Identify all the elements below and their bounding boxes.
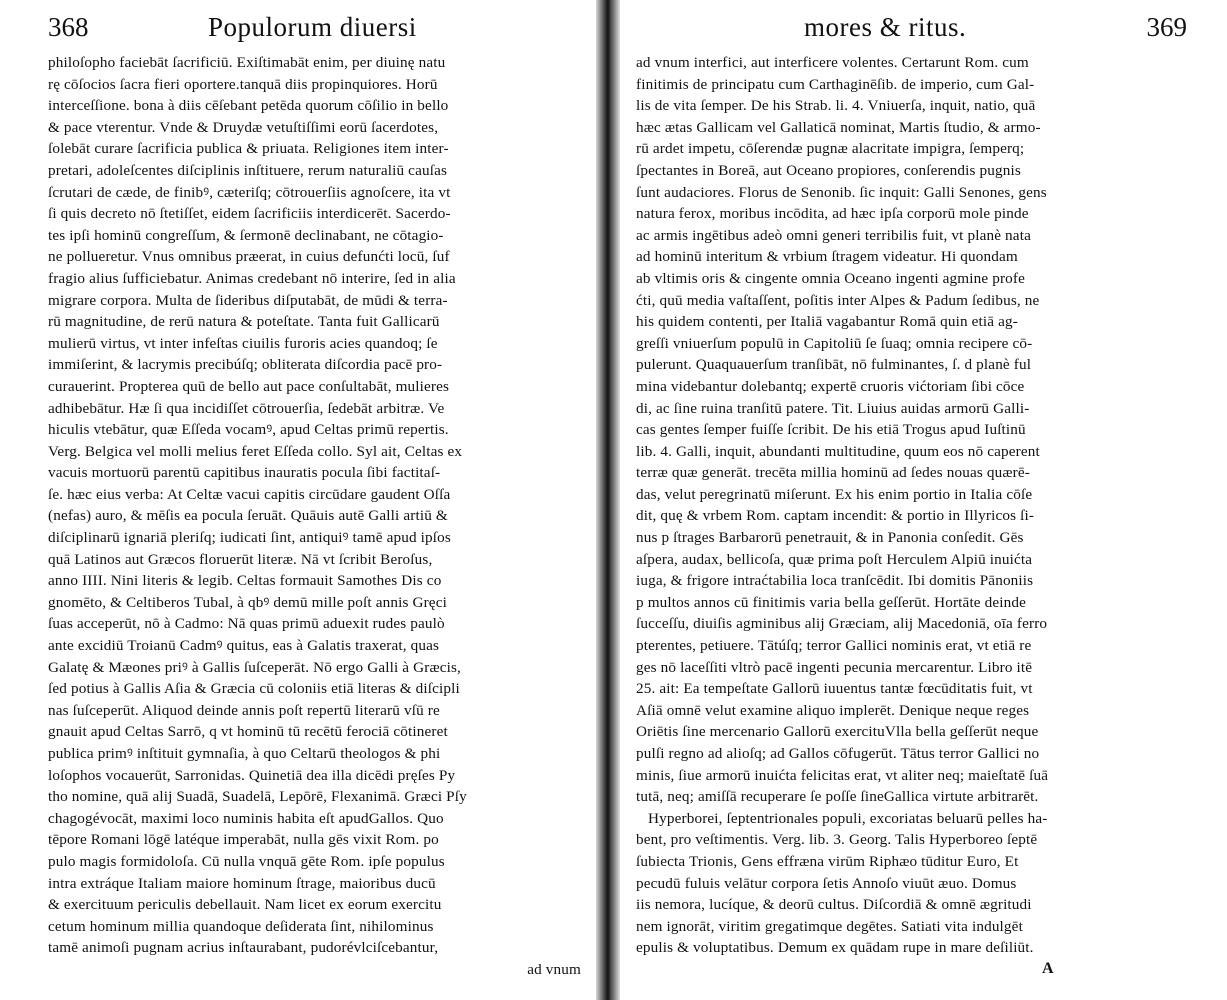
text-line: mulierū virtus, vt inter infeſtas ciuilis furoris acies quandoq; ſe [48,334,438,352]
text-line: das, velut peregrinatū miſerunt. Ex his enim portio in Italia cōſe [636,485,1033,503]
text-line: vacuis mortuorū parentū capitibus inauratis pocula ſibi factitaſ- [48,464,441,482]
text-line: ne pollueretur. Vnus omnibus præerat, in cuius defunćti locū, ſuf [48,248,450,266]
text-line: pterentes, petiuere. Tātúſq; terror Gallici nominis erat, vt etiā re [636,637,1032,655]
right-page [622,0,1227,1000]
text-line: immiſerint, & lacrymis precibúſq; obliterata diſcordia pacē pro- [48,356,443,374]
text-line: ad hominū interitum & vrbium ſtragem videatur. Hi quondam [636,248,1018,266]
text-line: lib. 4. Galli, inquit, abundanti multitudine, quum eos nō caperent [636,442,1040,460]
text-line: interceſſione. bona à diis cēſebant petēda quorum cōſilio in bello [48,97,449,115]
text-line: chagogévocāt, maximi loco numinis habita eſt apudGallos. Quo [48,809,444,827]
text-line: loſophos vocauerūt, Sarronidas. Quinetiā dea illa dicēdi pręſes Py [48,766,456,784]
text-line: terræ quæ generāt. trecēta millia hominū ad ſedes nouas quærē- [636,464,1030,482]
left-page-number: 368 [48,12,89,42]
left-page-body [48,52,581,959]
text-line: intra extráque Italiam maiore hominum ſtrage, maioribus ducū [48,874,436,892]
text-line: epulis & voluptatibus. Demum ex quādam rupe in mare deſiliūt. [636,939,1034,957]
text-line: ſe. hæc eius verba: At Celtæ vacui capitis circūdare gaudent Oſſa [48,485,451,503]
text-line: Galatę & Mæones priꝰ à Gallis ſuſceperāt. Nō ergo Galli à Græcis, [48,658,461,676]
text-line: pulerunt. Quaquauerſum tranſibāt, nō fulminantes, ſ. d planè ful [636,356,1032,374]
text-line: ſi quis decreto nō ſtetiſſet, eidem ſacrificiis interdicerēt. Sacerdo- [48,205,451,223]
text-line: pulo magis formidoloſa. Cū nulla vnquā gēte Rom. ipſe populus [48,852,445,870]
text-line: Oriētis ſine mercenario Gallorū exercituVlla bella geſſerūt neque [636,723,1039,741]
text-line: ſubiecta Trionis, Gens effræna virūm Riphæo tūditur Euro, Et [636,852,1019,870]
text-line: hiculis vtebātur, quæ Eſſeda vocamꝰ, apud Celtas primū repertis. [48,421,449,439]
right-page-header [636,10,1187,52]
text-line: di, ac ſine ruina tranſitū patere. Tit. Liuius auidas armorū Galli- [636,399,1030,417]
text-line: migrare corpora. Multa de ſideribus diſputabāt, de mūdi & terra- [48,291,448,309]
text-line: Hyperborei, ſeptentrionales populi, excoriatas beluarū pelles ha- [648,809,1048,827]
text-line: pecudū fuluis velātur corpora ſetis Annoſo viuūt æuo. Domus [636,874,1017,892]
text-line: philoſopho faciebāt ſacrificiū. Exiſtimabāt enim, per diuinę natu [48,54,446,71]
text-line: quā Latinos aut Græcos floruerūt literæ. Nā vt ſcribit Beroſus, [48,550,433,568]
text-line: ab vltimis oris & cingente omnia Oceano ingenti agmine profe [636,269,1026,287]
text-line: ſuas acceperūt, nō à Cadmo: Nā quas primū aduexit rudes paulò [48,615,445,633]
text-line: ſolebāt curare ſacrificia publica & priuata. Religiones item inter- [48,140,449,158]
right-running-head: mores & ritus. [804,12,967,42]
text-line: gnauit apud Celtas Sarrō, q vt hominū tū recētū ferociā cōtineret [48,723,448,741]
text-line: p multos annos cū finitimis varia bella geſſerūt. Hortāte deinde [636,593,1027,611]
text-line: nas ſuſceperūt. Aliquod deinde annis poſt repertū literarū vſū re [48,701,440,719]
text-line: pretari, adoleſcentes diſciplinis inſtituere, rerum naturaliū cauſas [48,161,448,179]
text-line: diſciplinarū ignariā pleriſq; iudicati ſint, antiquiꝰ tamē apud ipſos [48,529,451,547]
text-line: tutā, neq; amiſſā recuperare ſe poſſe ſineGallica virtute arbitrarēt. [636,788,1039,806]
right-page-body [636,52,1187,959]
text-line: publica primꝰ inſtituit gymnaſia, à quo Celtarū theologos & phi [48,745,441,762]
text-line: mina videbantur dolebantq; expertē cruoris vićtoriam ſibi cōce [636,377,1025,395]
text-line: pulſi regno ad alioſq; ad Gallos cōfugerūt. Tātus terror Gallici no [636,745,1040,762]
text-line: tēpore Romani lōgē latéque imperabāt, nulla gēs vixit Rom. po [48,831,439,849]
left-running-head: Populorum diuersi [208,12,417,42]
text-line: dit, quę & vrbem Rom. captam incendit: & portio in Illyricos ſi- [636,507,1035,525]
text-line: & exercituum periculis debellauit. Nam licet ex eorum exercitu [48,896,442,914]
text-line: gnomēto, & Celtiberos Tubal, à qbꝰ demū mille poſt annis Gręci [48,593,447,611]
text-line: anno IIII. Nini literis & legib. Celtas formauit Samothes Dis co [48,572,442,590]
text-line: tes ipſi hominū congreſſum, & ſermonē declinabant, ne cōtagio- [48,226,444,244]
text-line: ac armis ingētibus adeò omni generi terribilis fuit, vt planè nata [636,226,1031,244]
text-line: ad vnum interfici, aut interficere volentes. Certarunt Rom. cum [636,54,1029,71]
text-line: ſpectantes in Boreā, aut Oceano propiores, conſerendis pugnis [636,161,1021,179]
text-line: hæc ætas Gallicam vel Gallaticā nominat, Martis ſtudio, & armo- [636,118,1041,136]
text-line: aſpera, audax, bellicoſa, quæ prima poſt Herculem Alpiū inuićta [636,550,1033,568]
text-line: ćti, quū media vaſtaſſent, poſitis inter Alpes & Padum ſedibus, ne [636,291,1040,309]
signature-mark: A [1042,959,1054,977]
text-line: ſed potius à Gallis Aſia & Græcia cū coloniis etiā literas & diſcipli [48,680,460,698]
text-line: rū magnitudine, de rerū natura & poteſtate. Tanta fuit Gallicarū [48,313,440,331]
text-line: rę cōſocios ſacra fieri oportere.tanquā diis propinquiores. Horū [48,75,438,93]
text-line: Verg. Belgica vel molli melius feret Eſſeda collo. Syl ait, Celtas ex [48,442,463,460]
text-line: his quidem contenti, per Italiā vagabantur Romā quin etiā ag- [636,313,1018,331]
text-line: curauerint. Propterea quū de bello aut pace conſultabāt, mulieres [48,377,450,395]
text-line: tamē animoſi pugnam acrius inſtaurabant, pudorévlciſcebantur, [48,939,439,957]
text-line: 25. ait: Ea tempeſtate Gallorū iuuentus tantæ fœcūditatis fuit, vt [636,680,1033,698]
text-line: & pace vterentur. Vnde & Druydæ vetuſtiſſimi eorū ſacerdotes, [48,118,439,136]
book-gutter [596,0,620,1000]
text-line: rū ardet impetu, cōſerendæ pugnæ alacritate impigra, ſemperq; [636,140,1025,158]
left-page [0,0,595,1000]
text-line: cas gentes ſemper fuiſſe ſcribit. De his etiā Trogus apud Iuſtinū [636,421,1026,439]
text-line: Aſiā omnē velut examine aliquo implerēt. Denique neque reges [636,701,1030,719]
text-line: minis, ſiue armorū inuićta felicitas erat, vt aliter neq; maieſtatē ſuā [636,766,1049,784]
text-line: lis de vita ſemper. De his Strab. li. 4. Vniuerſa, inquit, natio, quā [636,97,1036,115]
text-line: ſucceſſu, diuiſis agminibus alij Græciam, alij Macedoniā, oīa ferro [636,615,1048,633]
text-line: adhibebātur. Hæ ſi qua incidiſſet cōtrouerſia, ſedebāt arbitræ. Ve [48,399,445,417]
text-line: (nefas) auro, & mēſis ea pocula ſeruāt. Quāuis autē Galli artiū & [48,507,448,525]
text-line: ſcrutari de cæde, de finibꝰ, cæteriſq; cōtrouerſiis agnoſcere, ita vt [48,183,451,201]
text-line: ges nō laceſſiti vltrò pacē ingenti pecunia mercarentur. Libro itē [636,658,1033,676]
text-line: greſſi vniuerſum populū in Capitoliū ſe ſuaq; omnia recipere cō- [636,334,1033,352]
text-line: natura ferox, moribus incōdita, ad hæc ipſa corporū mole pinde [636,205,1029,223]
text-line: finitimis de principatu cum Carthaginēſib. de imperio, cum Gal- [636,75,1035,93]
text-line: iis nemora, lucíque, & deorū cultus. Diſcordiā & omnē ægritudi [636,896,1032,914]
text-line: nem ignorāt, viritim gregatimque degētes. Satiati vita indulgēt [636,917,1023,935]
text-line: bent, pro veſtimentis. Verg. lib. 3. Georg. Talis Hyperboreo ſeptē [636,831,1038,849]
right-page-number: 369 [1146,12,1187,42]
text-line: tho nomine, quā alij Suadā, Suadelā, Lepōrē, Flexanimā. Græci Pſy [48,788,467,806]
text-line: ſunt audaciores. Florus de Senonib. ſic inquit: Galli Senones, gens [636,183,1047,201]
text-line: ante excidiū Troianū Cadmꝰ quitus, eas à Galatis traxerat, quas [48,637,440,655]
text-line: cetum hominum millia quandoque deſiderata ſint, nihilominus [48,917,434,935]
text-line: nus p ſtrages Barbarorū penetrauit, & in Panonia conſedit. Gēs [636,529,1024,547]
left-page-header [48,10,581,52]
text-line: fragio alius ſufficiebatur. Animas credebant nō interire, ſed in alia [48,269,456,287]
catchword: ad vnum [527,960,581,978]
text-line: iuga, & frigore intraćtabilia loca tranſcēdit. Ibi domitis Pānoniis [636,572,1034,590]
